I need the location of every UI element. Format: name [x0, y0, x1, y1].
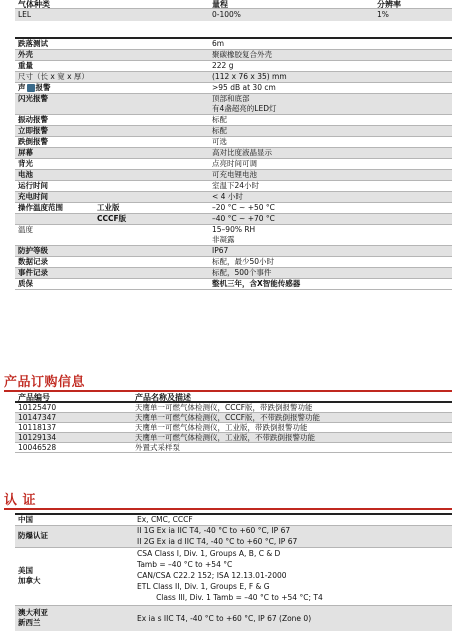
spec-value: 顶部和底部 — [212, 94, 250, 103]
gas-type-value: LEL — [18, 10, 32, 19]
gas-table-header — [15, 0, 452, 9]
cert-line: CAN/CSA C22.2 152; ISA 12.13.01-2000 — [137, 571, 287, 580]
spec-row — [15, 214, 452, 225]
spec-value: 标配，最少50小时 — [212, 257, 275, 266]
spec-row — [15, 126, 452, 137]
spec-value: 点亮时间可调 — [212, 159, 257, 168]
cert-label: 澳大利亚 新西兰 — [18, 608, 48, 627]
ordering-table — [15, 393, 452, 453]
product-code: 10147347 — [18, 413, 57, 422]
gas-table-row — [15, 9, 452, 21]
spec-row — [15, 148, 452, 159]
certification-table — [15, 513, 452, 631]
spec-row — [15, 257, 452, 268]
spec-sublabel: CCCF版 — [97, 214, 127, 223]
spec-value: 可选 — [212, 137, 227, 146]
certification-title-rule — [4, 508, 452, 510]
cert-row-usa-canada — [15, 548, 452, 606]
spec-sublabel: 工业版 — [97, 203, 120, 212]
spec-label: 立即报警 — [18, 126, 48, 135]
specs-table — [15, 37, 452, 290]
product-desc: 外置式采样泵 — [135, 443, 180, 452]
spec-label: 温度 — [18, 225, 33, 234]
spec-label: 数据记录 — [18, 257, 48, 266]
ordering-header — [15, 393, 452, 403]
product-desc: 天鹰单一可燃气体检测仪，工业版，带跌倒报警功能 — [135, 423, 308, 432]
spec-value: –20 °C ~ +50 °C — [212, 203, 275, 212]
desc-header: 产品名称及描述 — [135, 393, 191, 402]
spec-label: 背光 — [18, 159, 33, 168]
spec-label: 跌倒报警 — [18, 137, 48, 146]
cert-row-china — [15, 515, 452, 526]
product-code: 10129134 — [18, 433, 57, 442]
cert-label: 防爆认证 — [18, 531, 48, 540]
resolution-value: 1% — [377, 10, 389, 19]
spec-value: IP67 — [212, 246, 229, 255]
gas-table — [15, 0, 452, 21]
cert-line: II 2G Ex ia d IIC T4, -40 °C to +60 °C, IP 67 — [137, 537, 298, 546]
ordering-title-rule — [4, 390, 452, 392]
spec-label: 操作温度范围 — [18, 203, 63, 212]
range-header: 量程 — [212, 0, 228, 9]
product-code: 10046528 — [18, 443, 57, 452]
spec-label: 屏幕 — [18, 148, 33, 157]
spec-row — [15, 115, 452, 126]
spec-value: 有4盏超亮的LED灯 — [212, 104, 277, 113]
spec-value: 6m — [212, 39, 225, 48]
spec-row — [15, 137, 452, 148]
spec-row — [15, 279, 452, 290]
product-desc: 天鹰单一可燃气体检测仪，CCCF版，带跌倒报警功能 — [135, 403, 313, 412]
speaker-icon — [27, 84, 35, 92]
certification-title: 认 证 — [4, 493, 37, 508]
product-desc: 天鹰单一可燃气体检测仪，CCCF版，不带跌倒报警功能 — [135, 413, 321, 422]
cert-line: Tamb = –40 °C to +54 °C — [137, 560, 233, 569]
spec-row — [15, 268, 452, 279]
spec-row — [15, 246, 452, 257]
resolution-header: 分辨率 — [377, 0, 401, 9]
product-code: 10118137 — [18, 423, 57, 432]
spec-label: 防护等级 — [18, 246, 48, 255]
spec-value: 聚碳橡胶复合外壳 — [212, 50, 272, 59]
spec-label-part: 报警 — [35, 83, 51, 92]
code-header: 产品编号 — [18, 393, 50, 402]
ordering-row — [15, 443, 452, 453]
spec-label: 充电时间 — [18, 192, 48, 201]
spec-value: 标配 — [212, 126, 227, 135]
spec-row — [15, 181, 452, 192]
gas-type-header: 气体种类 — [18, 0, 50, 9]
cert-line: Ex ia s IIC T4, -40 °C to +60 °C, IP 67 (Zone 0) — [137, 614, 312, 623]
cert-label: 中国 — [18, 515, 33, 524]
spec-row — [15, 159, 452, 170]
spec-value: 标配，500个事件 — [212, 268, 272, 277]
spec-row — [15, 83, 452, 94]
spec-row — [15, 225, 452, 246]
cert-row-aus-nz — [15, 606, 452, 631]
spec-label-part: 声 — [18, 83, 26, 92]
spec-label: 运行时间 — [18, 181, 48, 190]
cert-line: II 1G Ex ia IIC T4, -40 °C to +60 °C, IP 67 — [137, 526, 291, 535]
spec-row — [15, 39, 452, 50]
spec-row — [15, 72, 452, 83]
cert-line: CSA Class I, Div. 1, Groups A, B, C & D — [137, 549, 281, 558]
spec-value: (112 x 76 x 35) mm — [212, 72, 287, 81]
spec-value: 222 g — [212, 61, 234, 70]
spec-value: 整机三年，含X智能传感器 — [212, 279, 301, 288]
spec-value: 高对比度液晶显示 — [212, 148, 272, 157]
spec-value: 非凝露 — [212, 235, 235, 244]
spec-value: 可充电锂电池 — [212, 170, 257, 179]
cert-line: Class III, Div. 1 Tamb = –40 °C to +54 °C; T4 — [137, 593, 323, 602]
spec-label: 闪光报警 — [18, 94, 48, 103]
ordering-row — [15, 403, 452, 413]
spec-row — [15, 50, 452, 61]
spec-row — [15, 203, 452, 214]
spec-row — [15, 170, 452, 181]
spec-row — [15, 192, 452, 203]
spec-label: 重量 — [18, 61, 33, 70]
range-value: 0-100% — [212, 10, 241, 19]
cert-row-ex — [15, 526, 452, 548]
spec-value: >95 dB at 30 cm — [212, 83, 276, 92]
spec-label: 质保 — [18, 279, 33, 288]
spec-label — [18, 83, 51, 93]
spec-value: < 4 小时 — [212, 192, 243, 201]
ordering-row — [15, 433, 452, 443]
spec-row — [15, 61, 452, 72]
cert-label: 美国 加拿大 — [18, 566, 41, 585]
spec-value: 室温下24小时 — [212, 181, 260, 190]
cert-line: ETL Class II, Div. 1, Groups E, F & G — [137, 582, 270, 591]
spec-label: 尺寸（长 x 宽 x 厚） — [18, 72, 89, 81]
spec-value: –40 °C ~ +70 °C — [212, 214, 275, 223]
spec-row — [15, 94, 452, 115]
ordering-row — [15, 413, 452, 423]
cert-line: Ex, CMC, CCCF — [137, 515, 193, 524]
spec-value: 标配 — [212, 115, 227, 124]
spec-label: 振动报警 — [18, 115, 48, 124]
product-code: 10125470 — [18, 403, 57, 412]
ordering-title: 产品订购信息 — [4, 375, 86, 390]
product-desc: 天鹰单一可燃气体检测仪，工业版，不带跌倒报警功能 — [135, 433, 315, 442]
spec-label: 外壳 — [18, 50, 33, 59]
spec-label: 电池 — [18, 170, 33, 179]
spec-value: 15–90% RH — [212, 225, 256, 234]
ordering-row — [15, 423, 452, 433]
spec-label: 事件记录 — [18, 268, 48, 277]
spec-label: 跌落测试 — [18, 39, 48, 48]
